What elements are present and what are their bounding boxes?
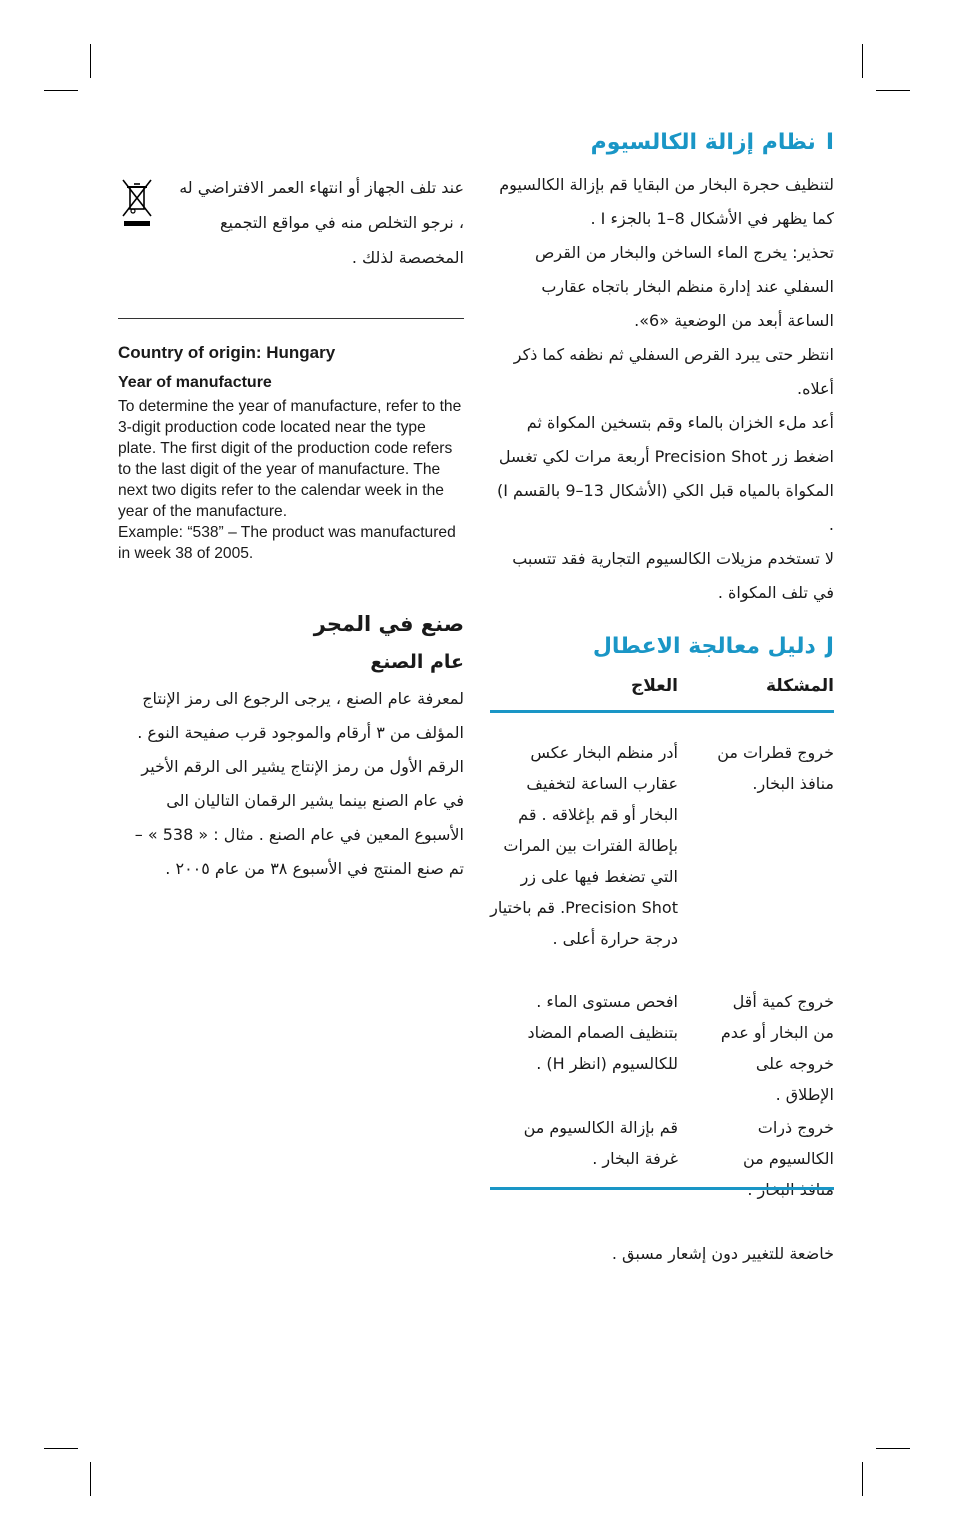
- section-letter: J: [825, 634, 834, 659]
- problem-cell: خروج قطرات من منافذ البخار.: [717, 743, 834, 793]
- remedy-cell: أدر منظم البخار عكس عقارب الساعة لتخفيف البخار أو قم بإغلاقه . قم بإطالة الفترات بين المرات التي تضغط فيها على زر Precision Shot. قم باختيار درجة حرارة أعلى .: [490, 743, 678, 948]
- remedy-cell: افحص مستوى الماء . بتنظيف الصمام المضاد للكالسيوم (انظر H) .: [527, 992, 678, 1073]
- table-top-rule: [490, 710, 834, 713]
- paragraph: أعد ملء الخزان بالماء وقم بتسخين المكواة ثم اضغط زر Precision Shot أربعة مرات لكي تغسل المكواة بالمياه قبل الكي (الأشكال 13–9 بالقسم I) .: [496, 413, 834, 534]
- section-letter: I: [825, 130, 834, 155]
- year-of-manufacture-title: Year of manufacture: [118, 374, 272, 391]
- country-of-origin-title-ar: صنع في المجر: [313, 612, 464, 636]
- crop-mark: [90, 1462, 91, 1496]
- crop-mark: [876, 1448, 910, 1449]
- crop-mark: [876, 90, 910, 91]
- paragraph: لتنظيف حجرة البخار من البقايا قم بإزالة الكالسيوم كما يظهر في الأشكال 8–1 بالجزء I .: [499, 175, 834, 228]
- column-header-remedy: العلاج: [631, 676, 678, 696]
- year-body-text: To determine the year of manufacture, refer to the 3-digit production code located near the type plate. The first digit of the production code refers to the last digit of the year of manufacture. The next two digits refer to the calendar week in the year of the manufacture.: [118, 398, 462, 520]
- problem-cell: خروج كمية أقل من البخار أو عدم خروجه على الإطلاق .: [720, 992, 834, 1104]
- footer-note: خاضعة للتغيير دون إشعار مسبق .: [611, 1244, 834, 1263]
- section-divider: [118, 318, 464, 319]
- year-of-manufacture-body: [118, 396, 464, 564]
- troubleshooting-table-header: [490, 676, 834, 704]
- disposal-text: عند تلف الجهاز أو انتهاء العمر الافتراضي له ، نرجو التخلص منه في مواقع التجميع المخصصة لذلك .: [179, 178, 464, 267]
- crop-mark: [862, 1462, 863, 1496]
- country-of-origin-title: Country of origin: Hungary: [118, 343, 336, 362]
- section-title-decalcification: [490, 130, 834, 155]
- year-example-text: Example: “538” – The product was manufactured in week 38 of 2005.: [118, 524, 456, 562]
- crop-mark: [44, 90, 78, 91]
- year-of-manufacture-title-ar: عام الصنع: [370, 651, 464, 673]
- remedy-cell: قم بإزالة الكالسيوم من غرفة البخار .: [523, 1118, 678, 1168]
- column-header-problem: المشكلة: [765, 676, 834, 696]
- paragraph: لا تستخدم مزيلات الكالسيوم التجارية فقد تتسبب في تلف المكواة .: [512, 549, 834, 602]
- paragraph: تحذير: يخرج الماء الساخن والبخار من القرص السفلي عند إدارة منظم البخار باتجاه عقارب الساعة أبعد من الوضعية «6».: [535, 243, 834, 330]
- crop-mark: [862, 44, 863, 78]
- year-of-manufacture-body-ar: لمعرفة عام الصنع ، يرجى الرجوع الى رمز الإنتاج المؤلف من ٣ أرقام والموجود قرب صفيحة النوع . الرقم الأول من رمز الإنتاج يشير الى الرقم الأخير في عام الصنع بينما يشير الرقمان التاليان الى الأسبوع المعين في عام الصنع . مثال : « 538 » – تم صنع المنتج في الأسبوع ٣٨ من عام ٢٠٠٥ .: [134, 689, 464, 878]
- table-bottom-rule: [490, 1187, 834, 1190]
- section-title-text: دليل معالجة الاعطال: [592, 634, 816, 659]
- decalcification-body: [490, 168, 834, 610]
- crossed-out-wheelie-bin-icon: [120, 178, 154, 228]
- crop-mark: [90, 44, 91, 78]
- section-title-text: نظام إزالة الكالسيوم: [590, 130, 816, 155]
- paragraph: انتظر حتى يبرد القرص السفلي ثم نظفه كما ذكر أعلاه.: [513, 345, 834, 398]
- crop-mark: [44, 1448, 78, 1449]
- section-title-troubleshooting: [490, 634, 834, 659]
- problem-cell: خروج ذرات الكالسيوم من: [742, 1118, 834, 1168]
